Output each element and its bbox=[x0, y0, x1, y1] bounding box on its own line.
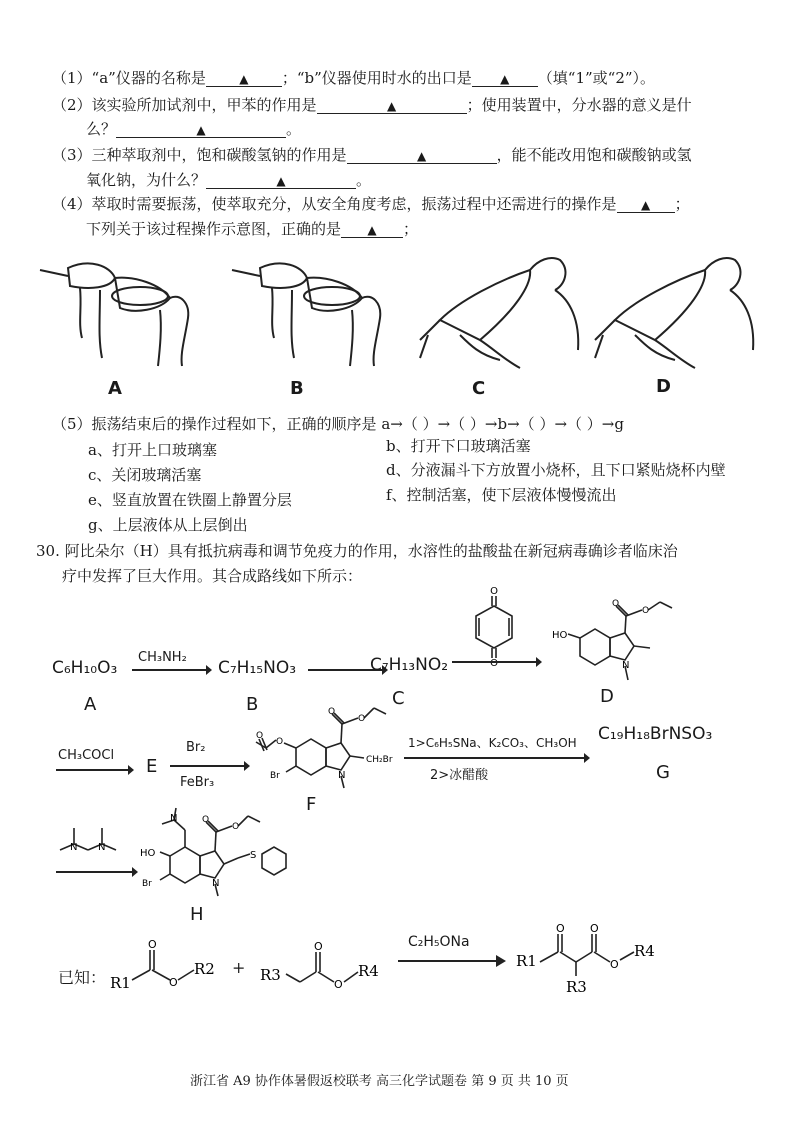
compound-b-formula: C₇H₁₅NO₃ bbox=[218, 658, 297, 678]
atom-o: O bbox=[612, 599, 620, 609]
question-5: （5）振荡结束后的操作过程如下，正确的顺序是 a→（ ）→（ ）→b→（ ）→（ ）→g bbox=[52, 415, 624, 433]
arrow-f-g bbox=[404, 752, 590, 764]
benzoquinone-structure bbox=[464, 586, 524, 669]
reagent-ch3cocl: CH₃COCl bbox=[58, 748, 115, 763]
compound-h-structure bbox=[140, 806, 330, 906]
step-c: c、关闭玻璃活塞 bbox=[88, 466, 202, 484]
svg-text:N: N bbox=[70, 842, 78, 853]
svg-text:O: O bbox=[148, 938, 157, 951]
svg-text:N: N bbox=[212, 878, 220, 889]
svg-text:R1: R1 bbox=[516, 952, 537, 970]
svg-text:R3: R3 bbox=[566, 978, 587, 996]
label-c: C bbox=[472, 378, 486, 399]
svg-text:N: N bbox=[170, 813, 178, 824]
svg-text:O: O bbox=[590, 922, 599, 935]
svg-text:CH₂Br: CH₂Br bbox=[366, 755, 393, 765]
atom-ho: HO bbox=[552, 630, 568, 641]
svg-text:O: O bbox=[314, 940, 323, 953]
question-3: （3）三种萃取剂中，饱和碳酸氢钠的作用是 ▲ ，能不能改用饱和碳酸钠或氢 bbox=[52, 146, 692, 164]
reagent-febr3: FeBr₃ bbox=[180, 775, 215, 790]
label-compound-a: A bbox=[84, 694, 97, 715]
svg-text:O: O bbox=[276, 737, 284, 747]
compound-g-formula: C₁₉H₁₈BrNSO₃ bbox=[598, 724, 713, 744]
known-label: 已知： bbox=[58, 968, 107, 987]
label-a: A bbox=[108, 378, 122, 399]
label-compound-e: E bbox=[146, 756, 158, 777]
svg-text:R4: R4 bbox=[358, 962, 379, 980]
label-compound-c: C bbox=[392, 688, 405, 709]
arrow-d-e bbox=[56, 764, 134, 776]
reagent-ch3nh2: CH₃NH₂ bbox=[138, 650, 187, 665]
illustration-b bbox=[232, 248, 392, 368]
illustration-c bbox=[420, 240, 585, 370]
illustration-d bbox=[595, 240, 760, 370]
question-3-cont: 氧化钠，为什么？ ▲ 。 bbox=[86, 171, 372, 189]
label-compound-h: H bbox=[190, 904, 204, 925]
atom-o2: O bbox=[642, 606, 650, 616]
product-structure bbox=[516, 922, 696, 1006]
reagent-br2: Br₂ bbox=[186, 740, 206, 755]
question-2: （2）该实验所加试剂中，甲苯的作用是 ▲ ；使用装置中，分水器的意义是什 bbox=[52, 96, 692, 114]
svg-text:O: O bbox=[610, 958, 619, 971]
svg-text:Br: Br bbox=[270, 771, 280, 781]
question-30: 30. 阿比朵尔（H）具有抵抗病毒和调节免疫力的作用，水溶性的盐酸盐在新冠病毒确诊者临床治 bbox=[36, 542, 678, 560]
arrow-known bbox=[398, 954, 506, 968]
step-g: g、上层液体从上层倒出 bbox=[88, 516, 248, 534]
step-a: a、打开上口玻璃塞 bbox=[88, 441, 217, 459]
svg-text:O: O bbox=[556, 922, 565, 935]
page-footer: 浙江省 A9 协作体暑假返校联考 高三化学试题卷 第 9 页 共 10 页 bbox=[190, 1074, 569, 1089]
svg-text:O: O bbox=[328, 707, 336, 717]
compound-a-formula: C₆H₁₀O₃ bbox=[52, 658, 118, 678]
question-4-cont: 下列关于该过程操作示意图，正确的是 ▲ ； bbox=[86, 220, 419, 238]
label-compound-b: B bbox=[246, 694, 259, 715]
svg-text:N: N bbox=[338, 770, 346, 781]
label-compound-d: D bbox=[600, 686, 614, 707]
ester-2-structure bbox=[258, 940, 388, 1000]
step-d: d、分液漏斗下方放置小烧杯，且下口紧贴烧杯内壁 bbox=[386, 461, 726, 479]
label-compound-g: G bbox=[656, 762, 670, 783]
svg-text:HO: HO bbox=[140, 848, 156, 859]
step-e: e、竖直放置在铁圈上静置分层 bbox=[88, 491, 292, 509]
atom-n: N bbox=[622, 660, 630, 671]
question-4: （4）萃取时需要振荡，使萃取充分，从安全角度考虑，振荡过程中还需进行的操作是 ▲ ； bbox=[52, 195, 690, 213]
compound-f-structure bbox=[246, 698, 396, 798]
svg-text:R2: R2 bbox=[194, 960, 215, 978]
arrow-e-f bbox=[170, 760, 250, 772]
compound-d-structure bbox=[550, 598, 680, 688]
svg-text:S: S bbox=[250, 850, 257, 861]
arrow-c-d bbox=[452, 656, 542, 668]
question-2-cont: 么？ ▲ 。 bbox=[86, 120, 302, 138]
ester-1-structure bbox=[110, 940, 220, 1000]
reagent-c2h5ona: C₂H₅ONa bbox=[408, 934, 470, 950]
step-b: b、打开下口玻璃活塞 bbox=[386, 437, 531, 455]
arrow-g-h bbox=[56, 866, 138, 878]
svg-text:O: O bbox=[490, 658, 498, 669]
svg-text:O: O bbox=[169, 976, 178, 989]
svg-text:R1: R1 bbox=[110, 974, 131, 992]
label-d: D bbox=[656, 376, 671, 397]
svg-text:R3: R3 bbox=[260, 966, 281, 984]
svg-text:O: O bbox=[358, 714, 366, 724]
svg-text:O: O bbox=[202, 815, 210, 825]
svg-text:Br: Br bbox=[142, 879, 152, 889]
arrow-a-b bbox=[132, 664, 212, 676]
svg-text:O: O bbox=[490, 586, 498, 597]
svg-text:R4: R4 bbox=[634, 942, 655, 960]
compound-c-formula: C₇H₁₃NO₂ bbox=[370, 655, 449, 675]
step-f: f、控制活塞，使下层液体慢慢流出 bbox=[386, 486, 617, 504]
reagent-f-g-step1: 1>C₆H₅SNa、K₂CO₃、CH₃OH bbox=[408, 736, 577, 750]
tmdm-reagent-structure bbox=[56, 820, 140, 864]
svg-text:N: N bbox=[98, 842, 106, 853]
plus-sign: + bbox=[232, 958, 246, 977]
question-30-cont: 疗中发挥了巨大作用。其合成路线如下所示： bbox=[62, 567, 363, 585]
svg-text:O: O bbox=[334, 978, 343, 991]
label-compound-f: F bbox=[306, 794, 317, 815]
label-b: B bbox=[290, 378, 304, 399]
svg-text:O: O bbox=[256, 731, 264, 741]
illustration-a bbox=[40, 248, 200, 368]
svg-text:O: O bbox=[232, 822, 240, 832]
reagent-f-g-step2: 2>冰醋酸 bbox=[430, 768, 489, 783]
question-1: （1）“a”仪器的名称是 ▲ ；“b”仪器使用时水的出口是 ▲ （填“1”或“2”）。 bbox=[52, 69, 656, 87]
